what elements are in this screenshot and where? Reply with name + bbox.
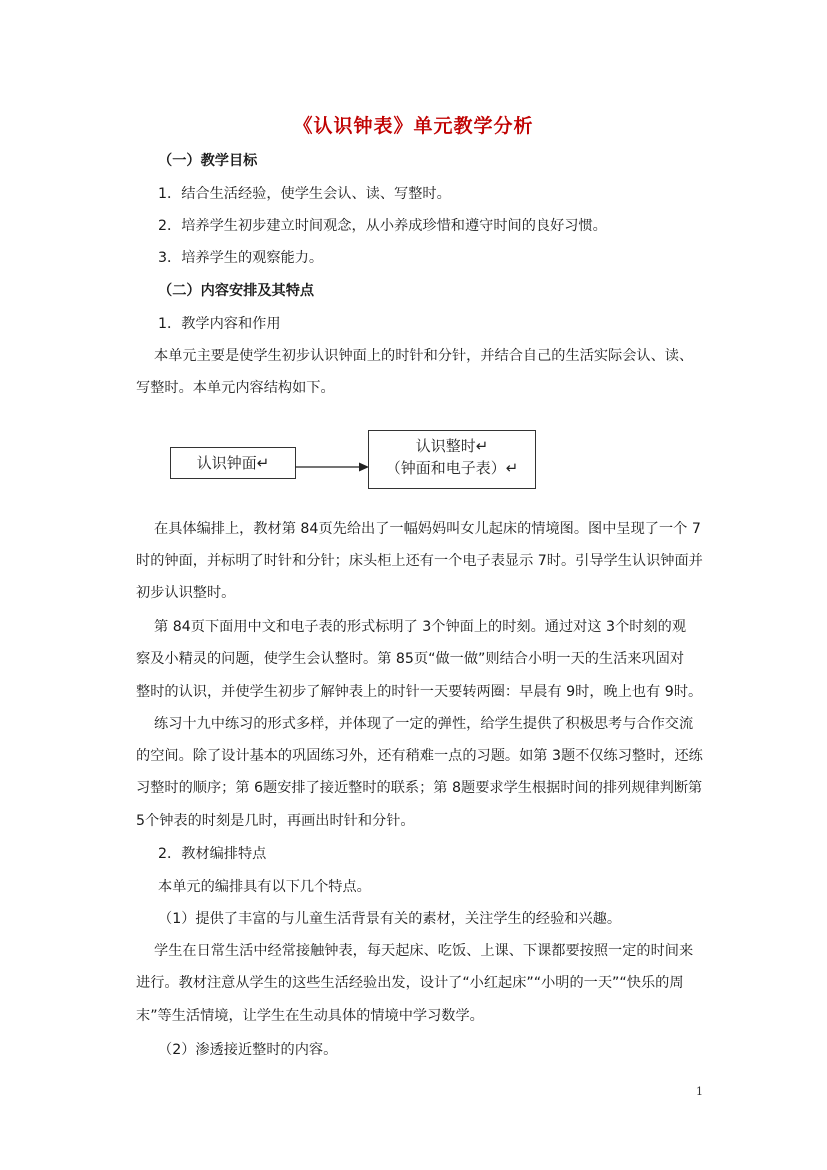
body-line: 2．教材编排特点 bbox=[158, 846, 267, 862]
body-line: 整时的认识，并使学生初步了解钟表上的时针一天要转两圈：早晨有 9时，晚上也有 9时。 bbox=[136, 684, 703, 700]
diagram-box-line: 认识整时↵ bbox=[415, 437, 489, 455]
page-number: 1 bbox=[696, 1085, 703, 1098]
body-line: 1．结合生活经验，使学生会认、读、写整时。 bbox=[158, 186, 451, 202]
body-line: 第 84页下面用中文和电子表的形式标明了 3个钟面上的时刻。通过对这 3个时刻的观 bbox=[154, 619, 687, 635]
diagram-box-clock-face: 认识钟面↵ bbox=[170, 447, 296, 479]
body-line: 习整时的顺序；第 6题安排了接近整时的联系；第 8题要求学生根据时间的排列规律判断第 bbox=[136, 780, 703, 796]
body-line: 时的钟面，并标明了时针和分针；床头柜上还有一个电子表显示 7时。引导学生认识钟面并 bbox=[136, 553, 703, 569]
body-line: 练习十九中练习的形式多样，并体现了一定的弹性，给学生提供了积极思考与合作交流 bbox=[154, 716, 694, 732]
body-line: 写整时。本单元内容结构如下。 bbox=[136, 380, 335, 396]
page-title: 《认识钟表》单元教学分析 bbox=[293, 115, 534, 137]
body-line: 末”等生活情境，让学生在生动具体的情境中学习数学。 bbox=[136, 1008, 484, 1024]
body-line: 本单元的编排具有以下几个特点。 bbox=[158, 879, 371, 895]
body-line: 3．培养学生的观察能力。 bbox=[158, 250, 324, 266]
diagram-box-line: （钟面和电子表）↵ bbox=[385, 459, 519, 477]
section-heading: （一）教学目标 bbox=[158, 153, 258, 169]
section-heading: （二）内容安排及其特点 bbox=[158, 283, 315, 299]
body-line: （1）提供了丰富的与儿童生活背景有关的素材，关注学生的经验和兴趣。 bbox=[158, 911, 622, 927]
body-line: 5个钟表的时刻是几时，再画出时针和分针。 bbox=[136, 813, 415, 829]
arrow-icon bbox=[295, 461, 370, 473]
body-line: 的空间。除了设计基本的巩固练习外，还有稍难一点的习题。如第 3题不仅练习整时，还练 bbox=[136, 748, 703, 764]
body-line: 察及小精灵的问题，使学生会认整时。第 85页“做一做”则结合小明一天的生活来巩固对 bbox=[136, 651, 685, 667]
body-line: 初步认识整时。 bbox=[136, 585, 236, 601]
body-line: 进行。教材注意从学生的这些生活经验出发，设计了“小红起床”“小明的一天”“快乐的周 bbox=[136, 975, 684, 991]
body-line: （2）渗透接近整时的内容。 bbox=[158, 1042, 338, 1058]
body-line: 本单元主要是使学生初步认识钟面上的时针和分针，并结合自己的生活实际会认、读、 bbox=[154, 348, 694, 364]
diagram-box-whole-hour bbox=[368, 430, 536, 489]
body-line: 在具体编排上，教材第 84页先给出了一幅妈妈叫女儿起床的情境图。图中呈现了一个 7 bbox=[154, 521, 701, 537]
body-line: 学生在日常生活中经常接触钟表，每天起床、吃饭、上课、下课都要按照一定的时间来 bbox=[154, 943, 694, 959]
structure-diagram bbox=[150, 420, 570, 500]
body-line: 1．教学内容和作用 bbox=[158, 316, 281, 332]
body-line: 2．培养学生初步建立时间观念，从小养成珍惜和遵守时间的良好习惯。 bbox=[158, 218, 607, 234]
